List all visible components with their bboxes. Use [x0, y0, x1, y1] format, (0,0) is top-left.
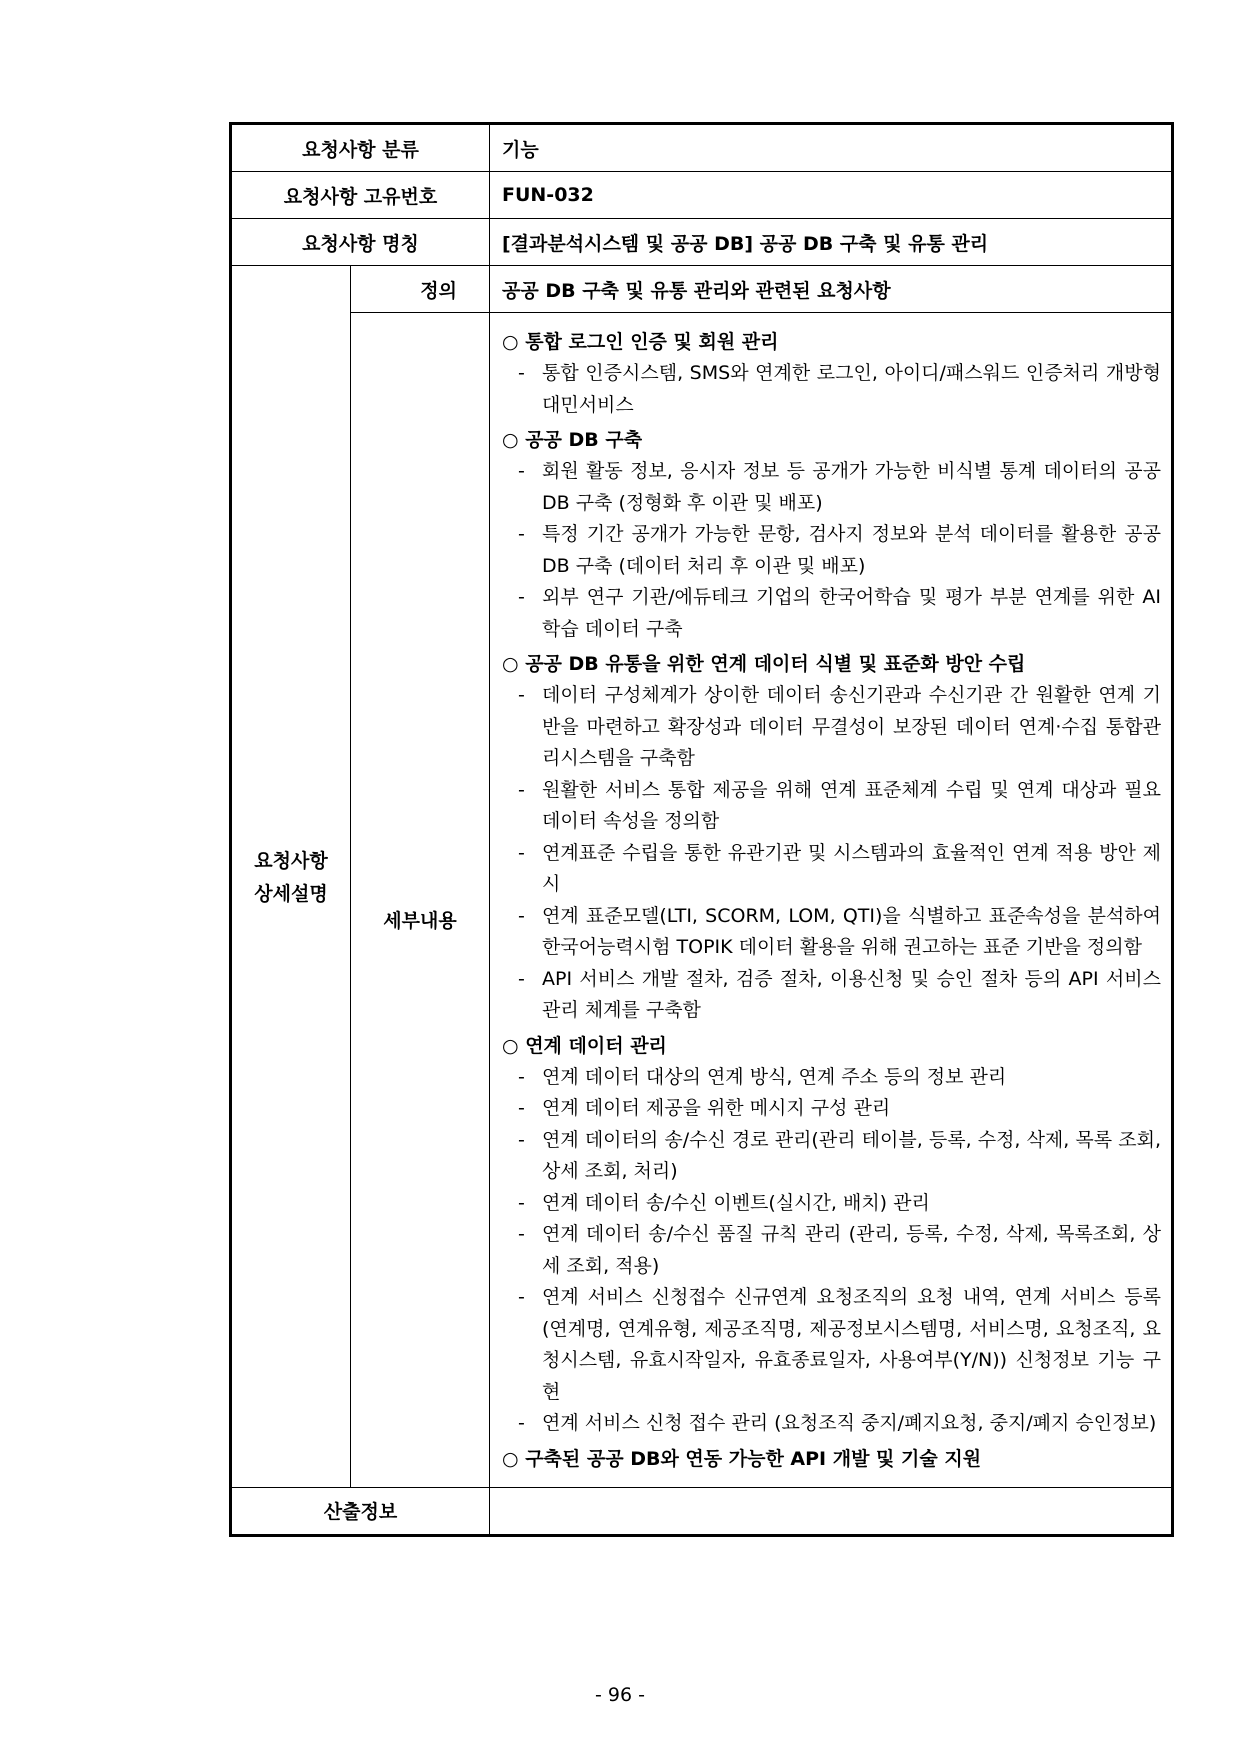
page-number: - 96 - [595, 1684, 645, 1706]
dash-bullet: - [518, 841, 525, 864]
id-label: 요청사항 고유번호 [231, 172, 490, 219]
section-item [502, 964, 1161, 1027]
section-item [502, 775, 1161, 838]
dash-bullet: - [518, 523, 525, 545]
section-item [502, 680, 1161, 775]
section-item-text: 연계 데이터 송/수신 품질 규칙 관리 (관리, 등록, 수정, 삭제, 목록조회, 상세 조회, 적용) [542, 1223, 1161, 1277]
dash-bullet: - [518, 967, 525, 990]
section-item-text: 데이터 구성체계가 상이한 데이터 송신기관과 수신기관 간 원활한 연계 기반을 마련하고 확장성과 데이터 무결성이 보장된 데이터 연계·수집 통합관리시스템을 구축함 [542, 684, 1161, 769]
section-heading: ○ 구축된 공공 DB와 연동 가능한 API 개발 및 기술 지원 [502, 1447, 982, 1470]
section-item-text: 연계 데이터 제공을 위한 메시지 구성 관리 [542, 1097, 891, 1119]
section-item [502, 456, 1161, 519]
dash-bullet: - [518, 460, 525, 482]
category-value: 기능 [490, 124, 1173, 172]
dash-bullet: - [518, 1286, 525, 1308]
dash-bullet: - [518, 904, 525, 927]
section-item [502, 358, 1161, 421]
category-label: 요청사항 분류 [231, 124, 490, 172]
section-heading: ○ 공공 DB 유통을 위한 연계 데이터 식별 및 표준화 방안 수립 [502, 653, 1026, 675]
section-item-text: 연계 데이터 송/수신 이벤트(실시간, 배치) 관리 [542, 1191, 930, 1214]
section-item [502, 1188, 1161, 1220]
detail-content [490, 313, 1173, 1488]
name-label: 요청사항 명칭 [231, 219, 490, 266]
section-item-text: 연계 데이터 대상의 연계 방식, 연계 주소 등의 정보 관리 [542, 1065, 1007, 1088]
section-item [502, 901, 1161, 964]
section-item-text: 회원 활동 정보, 응시자 정보 등 공개가 가능한 비식별 통계 데이터의 공공 DB 구축 (정형화 후 이관 및 배포) [542, 460, 1161, 514]
content-label: 세부내용 [351, 313, 490, 1488]
section-item [502, 519, 1161, 582]
section-item [502, 1408, 1161, 1440]
dash-bullet: - [518, 1412, 525, 1434]
section-item [502, 1062, 1161, 1094]
section-item-text: 특정 기간 공개가 가능한 문항, 검사지 정보와 분석 데이터를 활용한 공공 DB 구축 (데이터 처리 후 이관 및 배포) [542, 523, 1161, 577]
section-item [502, 582, 1161, 645]
section-item [502, 1125, 1161, 1188]
definition-label: 정의 [351, 266, 490, 313]
section-heading: ○ 공공 DB 구축 [502, 429, 643, 451]
section-item-text: 외부 연구 기관/에듀테크 기업의 한국어학습 및 평가 부분 연계를 위한 AI 학습 데이터 구축 [542, 586, 1161, 640]
dash-bullet: - [518, 684, 525, 706]
section-item-text: 통합 인증시스템, SMS와 연계한 로그인, 아이디/패스워드 인증처리 개방형 대민서비스 [542, 362, 1161, 416]
section-item-text: 원활한 서비스 통합 제공을 위해 연계 표준체계 수립 및 연계 대상과 필요 데이터 속성을 정의함 [542, 778, 1161, 832]
dash-bullet: - [518, 1191, 525, 1214]
dash-bullet: - [518, 1128, 525, 1151]
section-item [502, 1219, 1161, 1282]
section-item [502, 1093, 1161, 1125]
dash-bullet: - [518, 778, 525, 801]
section-heading: ○ 연계 데이터 관리 [502, 1034, 667, 1057]
dash-bullet: - [518, 1223, 525, 1245]
section-item-text: 연계 데이터의 송/수신 경로 관리(관리 테이블, 등록, 수정, 삭제, 목록 조회, 상세 조회, 처리) [542, 1128, 1161, 1182]
dash-bullet: - [518, 586, 525, 608]
detail-group-label-line2: 상세설명 [254, 883, 328, 906]
output-value [490, 1487, 1173, 1535]
section-item-text: 연계 서비스 신청접수 신규연계 요청조직의 요청 내역, 연계 서비스 등록 (연계명, 연계유형, 제공조직명, 제공정보시스템명, 서비스명, 요청조직, 요청시스템, 유효시작일자, 유효종료일자, 사용여부(Y/N)) 신청정보 기능 구현 [542, 1286, 1161, 1403]
section-heading: ○ 통합 로그인 인증 및 회원 관리 [502, 331, 779, 353]
section-item-text: 연계표준 수립을 통한 유관기관 및 시스템과의 효율적인 연계 적용 방안 제시 [542, 841, 1161, 895]
section-item-text: 연계 서비스 신청 접수 관리 (요청조직 중지/폐지요청, 중지/폐지 승인정보) [542, 1412, 1157, 1434]
section-item-text: 연계 표준모델(LTI, SCORM, LOM, QTI)을 식별하고 표준속성을 분석하여 한국어능력시험 TOPIK 데이터 활용을 위해 권고하는 표준 기반을 정의함 [542, 904, 1161, 958]
definition-value: 공공 DB 구축 및 유통 관리와 관련된 요청사항 [490, 266, 1173, 313]
dash-bullet: - [518, 1097, 525, 1119]
detail-group-label [231, 266, 351, 1488]
dash-bullet: - [518, 362, 525, 384]
dash-bullet: - [518, 1065, 525, 1088]
section-item-text: API 서비스 개발 절차, 검증 절차, 이용신청 및 승인 절차 등의 API 서비스 관리 체계를 구축함 [542, 967, 1161, 1021]
name-value: [결과분석시스템 및 공공 DB] 공공 DB 구축 및 유통 관리 [490, 219, 1173, 266]
output-label: 산출정보 [231, 1487, 490, 1535]
requirement-table [229, 122, 1174, 1537]
section-item [502, 838, 1161, 901]
id-value: FUN-032 [490, 172, 1173, 219]
section-item [502, 1282, 1161, 1408]
detail-group-label-line1: 요청사항 [254, 850, 328, 873]
